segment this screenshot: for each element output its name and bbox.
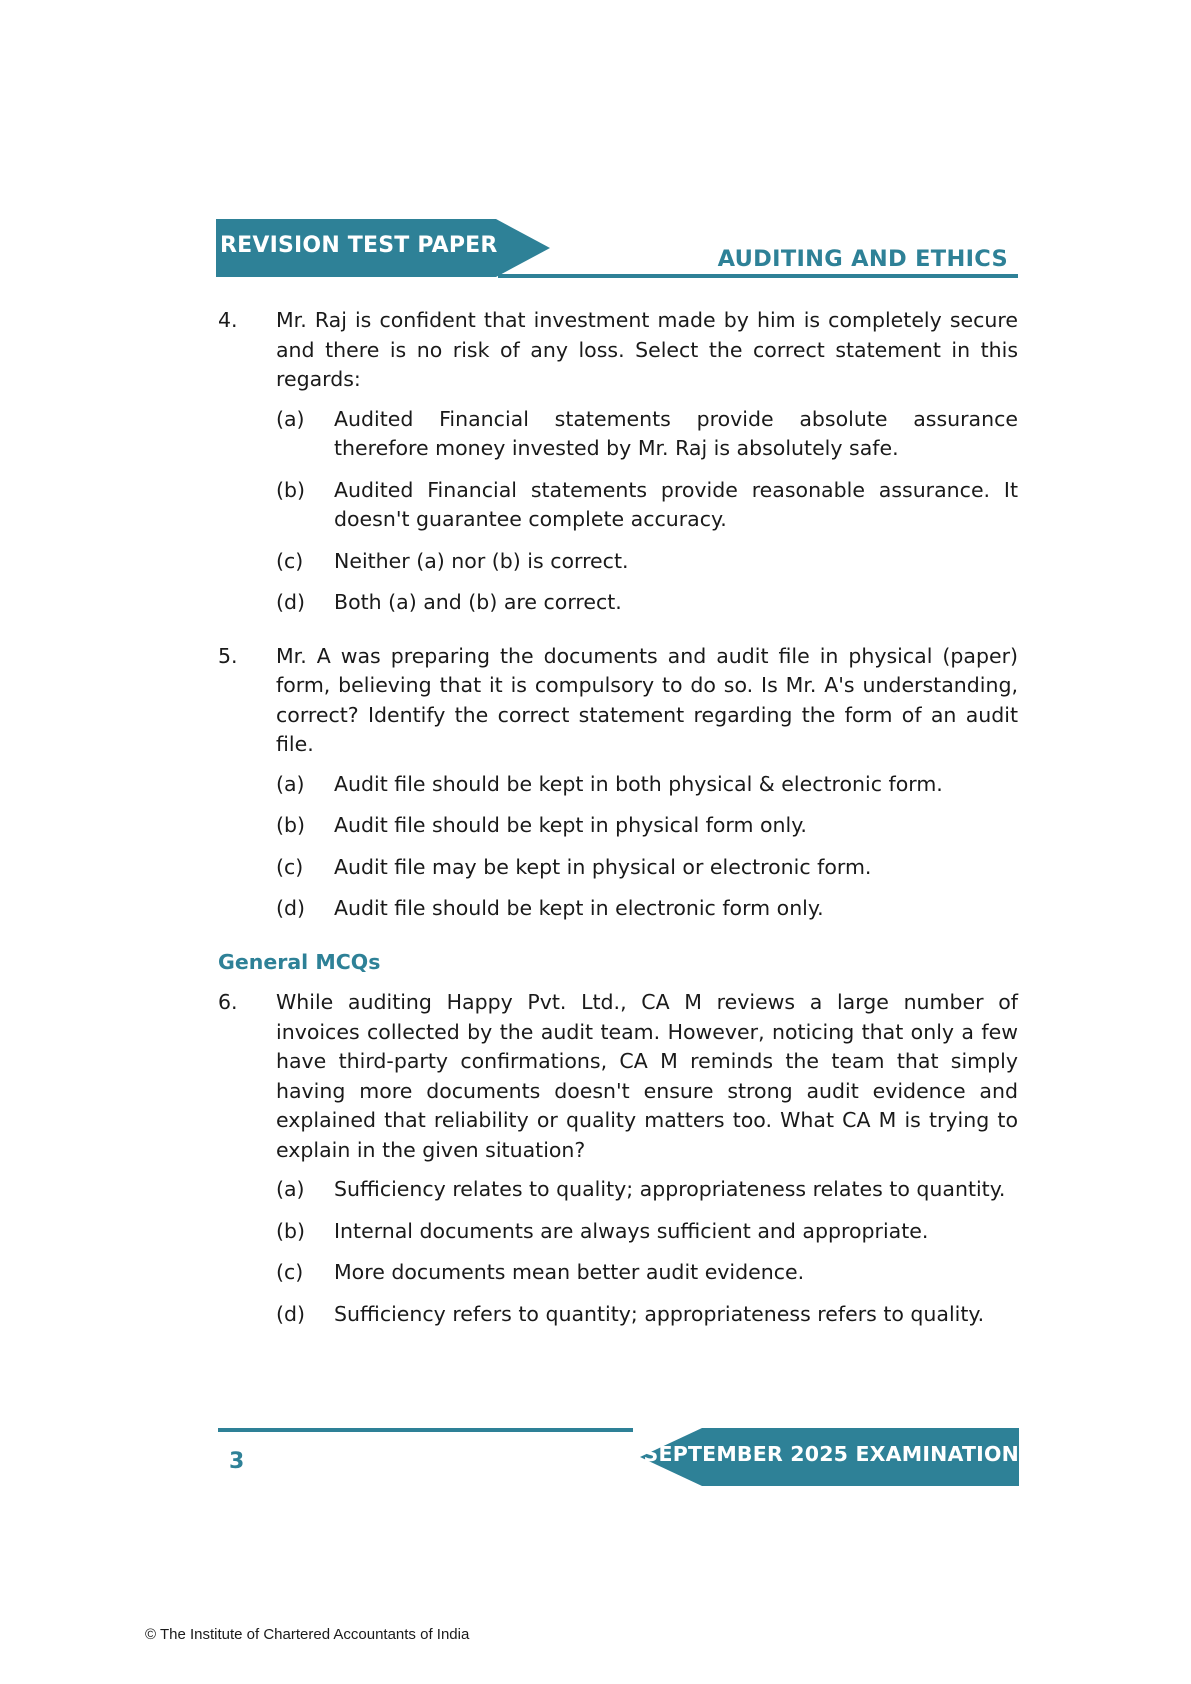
page-number: 3 [229,1449,245,1474]
option-label: (a) [276,771,305,796]
question-number: 5. [218,643,238,668]
option-label: (d) [276,896,306,920]
option-text: Audit file should be kept in physical form only. [334,813,807,837]
option-text: Audit file should be kept in electronic form only. [334,896,824,920]
option-text: Neither (a) nor (b) is correct. [334,548,629,573]
option-text: Both (a) and (b) are correct. [334,590,622,614]
option [276,1175,1018,1205]
option-label: (a) [276,1177,305,1201]
option-text: Audited Financial statements provide absolute assurance therefore money invested by Mr. Raj is absolutely safe. [334,406,1018,460]
question-number: 4. [218,308,238,332]
question-5 [218,642,1018,936]
footer-exam-text: SEPTEMBER 2025 EXAMINATION [643,1442,1019,1466]
option [276,547,1018,577]
question-text: Mr. A was preparing the documents and audit file in physical (paper) form, believing that it is compulsory to do so. Is Mr. A's understanding, correct? Identify the correct statement regarding the form of an audit file. [276,643,1018,756]
question-6 [218,988,1018,1341]
option-label: (c) [276,854,304,879]
copyright-notice: © The Institute of Chartered Accountants of India [145,1626,470,1643]
option [276,1300,1018,1330]
section-heading: General MCQs [218,949,381,974]
question-text: While auditing Happy Pvt. Ltd., CA M reviews a large number of invoices collected by the audit team. However, noticing that only a few have third-party confirmations, CA M reminds the team that simply having more documents doesn't ensure strong audit evidence and explained that reliability or quality matters too. What CA M is trying to explain in the given situation? [276,990,1018,1162]
option [276,405,1018,464]
option [276,1217,1018,1247]
option [276,476,1018,535]
header-subject: AUDITING AND ETHICS [717,246,1008,272]
option-label: (d) [276,1301,306,1326]
option [276,1258,1018,1288]
option-text: More documents mean better audit evidence. [334,1260,805,1284]
option-text: Sufficiency relates to quality; appropriateness relates to quantity. [334,1177,1006,1201]
question-number: 6. [218,990,238,1014]
option-label: (d) [276,590,306,614]
option-text: Audit file should be kept in both physical & electronic form. [334,771,943,796]
question-text: Mr. Raj is confident that investment made by him is completely secure and there is no risk of any loss. Select the correct statement in this regards: [276,308,1018,391]
footer-banner [640,1428,1019,1486]
option-text: Audited Financial statements provide reasonable assurance. It doesn't guarantee complete accuracy. [334,477,1018,531]
option-text: Internal documents are always sufficient and appropriate. [334,1218,929,1243]
option-label: (b) [276,1218,306,1243]
header-banner [216,219,550,277]
option [276,588,1018,618]
option [276,770,1018,800]
option-label: (c) [276,1260,304,1284]
option-text: Audit file may be kept in physical or electronic form. [334,854,872,879]
option-label: (c) [276,548,304,573]
header-rule [498,274,1018,278]
option-label: (b) [276,813,306,837]
question-4 [218,306,1018,630]
option [276,894,1018,924]
page-content [218,306,1018,1353]
option [276,853,1018,883]
footer-rule [218,1428,633,1432]
option-label: (b) [276,477,306,502]
option-label: (a) [276,406,305,431]
option [276,811,1018,841]
header-banner-text: REVISION TEST PAPER [220,233,498,258]
option-text: Sufficiency refers to quantity; appropriateness refers to quality. [334,1301,985,1326]
